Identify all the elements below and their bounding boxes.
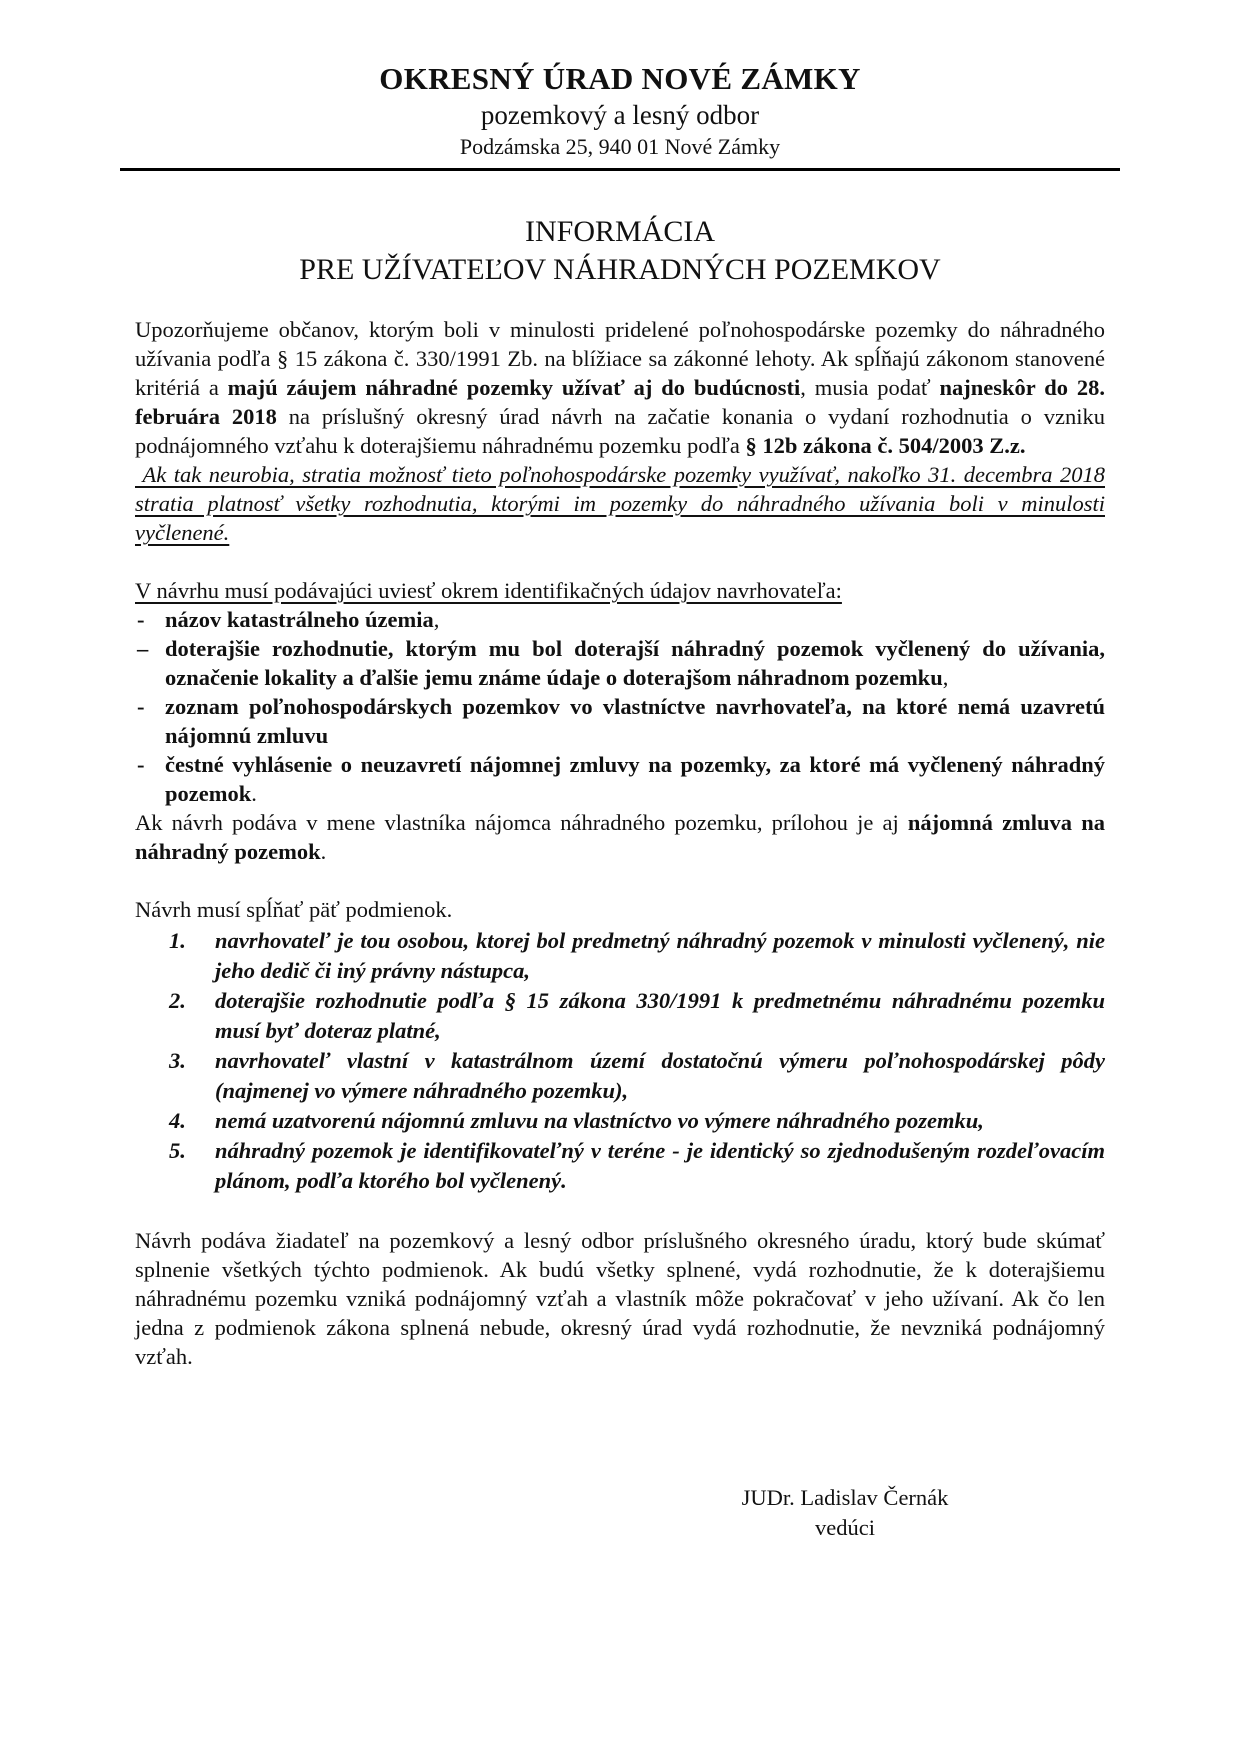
intro-paragraph: Upozorňujeme občanov, ktorým boli v minulosti pridelené poľnohospodárske pozemky do náhradného užívania podľa § 15 zákona č. 330/1991 Zb. na blížiace sa zákonné lehoty. Ak spĺňajú zákonom stanovené kritériá a majú záujem náhradné pozemky užívať aj do budúcnosti, musia podať najneskôr do 28. februára 2018 na príslušný okresný úrad návrh na začatie konania o vydaní rozhodnutia o vzniku podnájomného vzťahu k doterajšiemu náhradnému pozemku podľa § 12b zákona č. 504/2003 Z.z.	[135, 317, 1105, 458]
owner-note-paragraph: Ak návrh podáva v mene vlastníka nájomca náhradného pozemku, prílohou je aj nájomná zmluva na náhradný pozemok.	[135, 810, 1105, 864]
number-marker: 2.	[169, 988, 186, 1013]
document-title	[135, 213, 1105, 289]
condition-item-text: navrhovateľ vlastní v katastrálnom území dostatočnú výmeru poľnohospodárskej pôdy (najmenej vo výmere náhradného pozemku),	[215, 1048, 1105, 1103]
requirement-item-text: čestné vyhlásenie o neuzavretí nájomnej zmluvy na pozemky, za ktoré má vyčlenený náhradný pozemok.	[165, 752, 1105, 806]
requirements-intro: V návrhu musí podávajúci uviesť okrem identifikačných údajov navrhovateľa:	[135, 578, 842, 603]
condition-item-text: náhradný pozemok je identifikovateľný v teréne - je identický so zjednodušeným rozdeľovacím plánom, podľa ktorého bol vyčlenený.	[215, 1138, 1105, 1193]
requirement-item	[135, 692, 1105, 750]
signatory-name: JUDr. Ladislav Černák	[741, 1485, 949, 1510]
requirement-item-text: zoznam poľnohospodárskych pozemkov vo vlastníctve navrhovateľa, na ktoré nemá uzavretú nájomnú zmluvu	[165, 694, 1105, 748]
org-name: OKRESNÝ ÚRAD NOVÉ ZÁMKY	[379, 61, 861, 96]
requirement-item-text: doterajšie rozhodnutie, ktorým mu bol doterajší náhradný pozemok vyčlenený do užívania, označenie lokality a ďalšie jemu známe údaje o doterajšom náhradnom pozemku,	[165, 636, 1105, 690]
number-marker: 4.	[169, 1108, 186, 1133]
condition-item-text: navrhovateľ je tou osobou, ktorej bol predmetný náhradný pozemok v minulosti vyčlenený, nie jeho dedič či iný právny nástupca,	[215, 928, 1105, 983]
conditions-intro: Návrh musí spĺňať päť podmienok.	[135, 897, 453, 922]
header-divider	[120, 168, 1120, 171]
conditions-list	[135, 926, 1105, 1196]
document-title-line1: INFORMÁCIA	[524, 215, 716, 248]
org-department: pozemkový a lesný odbor	[480, 100, 760, 130]
document-title-line2: PRE UŽÍVATEĽOV NÁHRADNÝCH POZEMKOV	[299, 253, 941, 286]
dash-marker: -	[137, 752, 145, 777]
condition-item	[135, 1106, 1105, 1136]
letterhead	[135, 60, 1105, 171]
closing-paragraph: Návrh podáva žiadateľ na pozemkový a lesný odbor príslušného okresného úradu, ktorý bude skúmať splnenie všetkých týchto podmienok. Ak budú všetky splnené, vydá rozhodnutie, že k doterajšiemu náhradnému pozemku vzniká podnájomný vzťah a vlastník môže pokračovať v jeho užívaní. Ak čo len jedna z podmienok zákona splnená nebude, okresný úrad vydá rozhodnutie, že nevzniká podnájomný vzťah.	[135, 1228, 1105, 1369]
requirement-item-text: názov katastrálneho územia,	[165, 607, 440, 632]
requirement-item	[135, 605, 1105, 634]
warning-paragraph: Ak tak neurobia, stratia možnosť tieto poľnohospodárske pozemky využívať, nakoľko 31. decembra 2018 stratia platnosť všetky rozhodnutia, ktorými im pozemky do náhradného užívania boli v minulosti vyčlenené.	[135, 462, 1105, 545]
number-marker: 1.	[169, 928, 186, 953]
dash-marker: -	[137, 694, 145, 719]
number-marker: 5.	[169, 1138, 186, 1163]
requirement-item	[135, 750, 1105, 808]
dash-marker: -	[137, 607, 145, 632]
number-marker: 3.	[169, 1048, 186, 1073]
requirement-item	[135, 634, 1105, 692]
condition-item	[135, 926, 1105, 986]
condition-item	[135, 1136, 1105, 1196]
condition-item-text: nemá uzatvorenú nájomnú zmluvu na vlastníctvo vo výmere náhradného pozemku,	[215, 1108, 984, 1133]
org-address: Podzámska 25, 940 01 Nové Zámky	[459, 134, 781, 159]
condition-item-text: doterajšie rozhodnutie podľa § 15 zákona 330/1991 k predmetnému náhradnému pozemku musí byť doteraz platné,	[215, 988, 1105, 1043]
signatory-title: vedúci	[815, 1515, 875, 1540]
requirements-list	[135, 605, 1105, 808]
condition-item	[135, 986, 1105, 1046]
condition-item	[135, 1046, 1105, 1106]
signature-block	[700, 1483, 990, 1543]
dash-marker: –	[137, 636, 149, 661]
